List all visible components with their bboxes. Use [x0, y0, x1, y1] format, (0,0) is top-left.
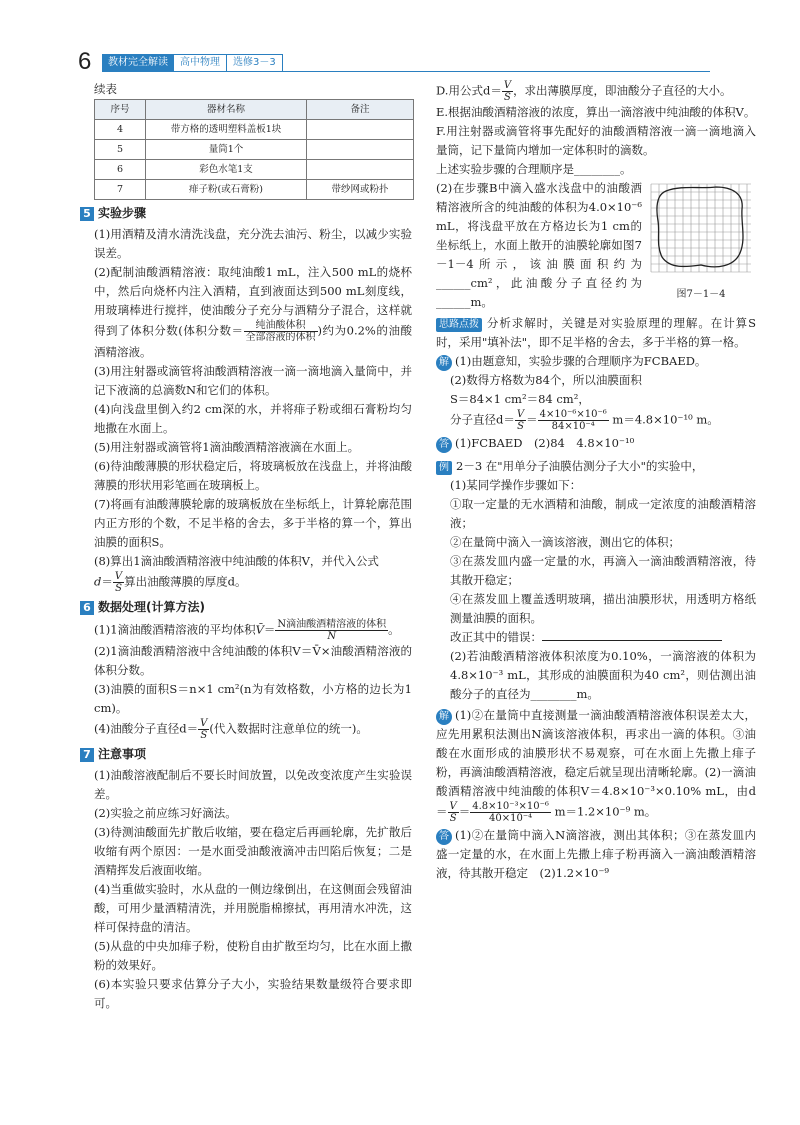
example-correction — [436, 628, 756, 647]
table-cell: 4 — [95, 120, 146, 140]
example-title — [436, 457, 756, 476]
answer-blank — [542, 628, 722, 641]
note-5: (5)从盘的中央加痱子粉，使粉自由扩散至均匀，比在水面上撒粉的效果好。 — [94, 939, 412, 972]
vs-formula: $\frac{V}{S}$ — [516, 409, 525, 432]
step-2-text: (2)配制油酸酒精溶液：取纯油酸1 mL，注入500 mL的烧杯中，然后向烧杯内注入酒精，直到液面达到500 mL刻度线，用玻璃棒进行搅拌，使油酸分子充分与酒精分子混合，这样就得到了体积分数(体积分数＝ — [94, 265, 412, 338]
note-1: (1)油酸溶液配制后不要长时间放置，以免改变浓度产生实验误差。 — [94, 768, 412, 801]
solution-text: (1)由题意知，实验步骤的合理顺序为FCBAED。 — [455, 354, 707, 368]
hint-text: 分析求解时，关键是对实验原理的理解。在计算S时，采用"填补法"，即不足半格的舍去，多于半格的算一格。 — [436, 316, 756, 349]
solution-text-end: m＝1.2×10⁻⁹ m。 — [554, 804, 657, 819]
section-number: 7 — [80, 748, 94, 762]
volume-fraction-formula — [244, 320, 318, 343]
step-1: (1)用酒精及清水清洗浅盘，充分洗去油污、粉尘，以减少实验误差。 — [94, 227, 412, 260]
section-heading-steps — [80, 204, 412, 223]
step-3: (3)用注射器或滴管将油酸酒精溶液一滴一滴地滴入量筒中，并记下液滴的总滴数N和它们的体积。 — [94, 364, 412, 397]
table-row — [95, 120, 414, 140]
example-q2: (2)若油酸酒精溶液体积浓度为0.10%，一滴溶液的体积为4.8×10⁻³ mL，其形成的油膜面积为40 cm²，则估测出油酸分子的直径为________m。 — [450, 649, 756, 701]
option-e: E.根据油酸酒精溶液的浓度，算出一滴溶液中纯油酸的体积V。 — [436, 105, 756, 119]
step-2 — [80, 263, 412, 362]
answer-mark: 答 — [436, 829, 452, 845]
fraction-numerator: N滴油酸酒精溶液的体积 — [277, 619, 387, 630]
step-8-text: (8)算出1滴油酸酒精溶液中纯油酸的体积V，并代入公式 — [94, 554, 379, 568]
solution-text-end: m＝4.8×10⁻¹⁰ m。 — [612, 412, 719, 427]
example-q1: (1)某同学操作步骤如下： — [450, 478, 582, 492]
table-cell: 5 — [95, 140, 146, 160]
data-4-text-end: (代入数据时注意单位的统一)。 — [209, 721, 368, 736]
answer-mark: 答 — [436, 437, 452, 453]
table-cell: 量筒1个 — [146, 140, 307, 160]
vs-formula: $\frac{V}{S}$ — [449, 801, 457, 824]
average-volume-formula — [275, 619, 388, 642]
data-2: (2)1滴油酸酒精溶液中含纯油酸的体积V＝V̄×油酸酒精溶液的体积分数。 — [94, 644, 412, 677]
solution-1-line-4: 分子直径d＝ $\frac{V}{S}$ ＝ $\frac{\text{4×10⁻⁶×10⁻⁶}}{\text{84×10⁻⁴}}$ m＝4.8×10⁻¹⁰ m。 — [450, 409, 719, 432]
solution-mark: 解 — [436, 709, 452, 725]
section-title: 注意事项 — [98, 747, 147, 761]
table-cell: 带纱网或粉扑 — [307, 180, 414, 200]
step-5: (5)用注射器或滴管将1滴油酸酒精溶液滴在水面上。 — [94, 440, 360, 454]
table-header-row — [95, 100, 414, 120]
section-heading-data — [80, 598, 412, 617]
running-header — [102, 54, 283, 72]
fraction-numerator: 4×10⁻⁶×10⁻⁶ — [539, 409, 607, 420]
right-column — [436, 80, 756, 883]
fraction-denominator: 全部溶液的体积 — [245, 332, 316, 343]
example-step-4: ④在蒸发皿上覆盖透明玻璃，描出油膜形状，用透明方格纸测量油膜的面积。 — [450, 592, 756, 625]
note-4: (4)当重做实验时，水从盘的一侧边缘倒出，在这侧面会残留油酸，可用少量酒精清洗，并用脱脂棉擦拭，再用清水冲洗，这样可保持盘的清洁。 — [94, 882, 412, 934]
option-d-text-end: ，求出薄膜厚度，即油酸分子直径的大小。 — [513, 83, 732, 98]
section-title: 数据处理(计算方法) — [98, 600, 205, 614]
solution-2: 解 (1)②在量筒中直接测量一滴油酸酒精溶液体积误差太大，应先用累积法测出N滴该溶液体积，再求出一滴的体积。③油酸在水面形成的油膜形状不易观察，可在水面上先撒上痱子粉，再滴油酸酒精溶液，稳定后就呈现出清晰轮廓。(2)一滴油酸酒精溶液中纯油酸的体积V＝4.8×10⁻³×0.10% mL，由d＝ $\frac{V}{S}$ ＝ $\frac{\text{4.8×10⁻³×10⁻⁶}}{\text{40×10⁻⁴}}$ m＝1.2×10⁻⁹ m。 — [436, 708, 756, 824]
answer-text: (1)FCBAED (2)84 4.8×10⁻¹⁰ — [455, 436, 635, 450]
table-cell: 带方格的透明塑料盖板1块 — [146, 120, 307, 140]
example-step-2: ②在量筒中滴入一滴该溶液，测出它的体积； — [450, 535, 680, 549]
answer-2 — [436, 826, 756, 883]
fraction-denominator: 84×10⁻⁴ — [551, 421, 595, 432]
example-step-1: ①取一定量的无水酒精和油酸，制成一定浓度的油酸酒精溶液； — [450, 497, 756, 530]
data-4-text: (4)油酸分子直径d＝ — [94, 721, 199, 736]
table-cell: 7 — [95, 180, 146, 200]
correction-label: 改正其中的错误： — [450, 630, 542, 644]
solution-mark: 解 — [436, 355, 452, 371]
fraction-numerator: 4.8×10⁻³×10⁻⁶ — [472, 801, 549, 812]
series-label: 教材完全解读 — [103, 55, 173, 71]
note-6: (6)本实验只要求估算分子大小，实验结果数量级符合要求即可。 — [94, 977, 412, 1010]
section-heading-notes — [80, 745, 412, 764]
table-cell: 彩色水笔1支 — [146, 160, 307, 180]
diameter-formula: $\frac{V}{S}$ — [200, 718, 208, 741]
question-2-block — [436, 179, 756, 312]
option-d — [436, 80, 756, 103]
step-7: (7)将画有油酸薄膜轮廓的玻璃板放在坐标纸上，计算轮廓范围内正方形的个数，不足半格的舍去，多于半格的算一个，算出油膜的面积S。 — [94, 497, 412, 549]
diameter-calc-formula — [470, 801, 551, 824]
table-cell — [307, 160, 414, 180]
option-d-text: D.用公式d＝ — [436, 83, 502, 98]
oil-film-figure — [646, 179, 756, 304]
question-2: (2)在步骤B中滴入盛水浅盘中的油酸酒精溶液所含的纯油酸的体积为4.0×10⁻⁶ mL，将浅盘平放在方格边长为1 cm的坐标纸上，水面上散开的油膜轮廓如图7－1－4所示，该油膜面积约为______cm²，此油酸分子直径约为______m。 — [436, 181, 642, 309]
solution-1-line-3: S＝84×1 cm²＝84 cm²， — [450, 392, 590, 406]
table-caption: 续表 — [94, 82, 117, 96]
equipment-table — [94, 99, 414, 200]
table-cell: 痱子粉(或石膏粉) — [146, 180, 307, 200]
step-4: (4)向浅盘里倒入约2 cm深的水，并将痱子粉或细石膏粉均匀地撒在水面上。 — [94, 402, 412, 435]
solution-text: (1)②在量筒中直接测量一滴油酸酒精溶液体积误差太大，应先用累积法测出N滴该溶液体积，再求出一滴的体积。③油酸在水面形成的油膜形状不易观察，可在水面上先撒上痱子粉，再滴油酸酒精溶液，稳定后就呈现出清晰轮廓。(2)一滴油酸酒精溶液中纯油酸的体积V＝4.8×10⁻³×0.10% mL，由d＝ — [436, 708, 756, 819]
grid-diagram — [646, 179, 756, 279]
answer-1 — [436, 434, 756, 453]
table-cell — [307, 140, 414, 160]
solution-1-line-2: (2)数得方格数为84个，所以油膜面积 — [450, 373, 642, 387]
table-header-cell: 器材名称 — [146, 100, 307, 120]
left-column — [80, 80, 412, 1013]
question-1: 上述实验步骤的合理顺序是________。 — [436, 162, 632, 176]
table-header-cell: 备注 — [307, 100, 414, 120]
data-1-text: (1)1滴油酸酒精溶液的平均体积 — [94, 622, 256, 637]
hint-tag: 思路点拨 — [436, 318, 482, 332]
section-number: 6 — [80, 601, 94, 615]
table-header-cell: 序号 — [95, 100, 146, 120]
example-tag: 例 — [436, 461, 452, 475]
page-number: 6 — [78, 48, 92, 75]
fraction-denominator: 40×10⁻⁴ — [489, 813, 533, 824]
option-f: F.用注射器或滴管将事先配好的油酸酒精溶液一滴一滴地滴入量筒，记下量筒内增加一定体积时的滴数。 — [436, 124, 756, 157]
note-3: (3)待测油酸面先扩散后收缩，要在稳定后再画轮廓，先扩散后收缩有两个原因：一是水面受油酸液滴冲击凹陷后恢复；二是酒精挥发后液面收缩。 — [94, 825, 412, 877]
note-2: (2)实验之前应练习好滴法。 — [94, 806, 237, 820]
header-rule — [102, 71, 710, 72]
step-8-text-end: 算出油酸薄膜的厚度d。 — [124, 574, 247, 589]
table-cell — [307, 120, 414, 140]
data-1: (1)1滴油酸酒精溶液的平均体积V̄＝ $\frac{\text{N滴油酸酒精溶液的体积}}{N}$ 。 — [94, 619, 400, 642]
figure-caption: 图7－1－4 — [676, 289, 726, 300]
subject-label: 高中物理 — [173, 55, 226, 71]
hint-block — [436, 314, 756, 352]
section-number: 5 — [80, 207, 94, 221]
table-cell: 6 — [95, 160, 146, 180]
data-3: (3)油膜的面积S＝n×1 cm²(n为有效格数，小方格的边长为1 cm)。 — [94, 682, 412, 715]
solution-1-line-1 — [436, 352, 756, 371]
table-row — [95, 140, 414, 160]
example-title-text: 2－3 在"用单分子油膜估测分子大小"的实验中， — [456, 459, 704, 473]
step-8: (8)算出1滴油酸酒精溶液中纯油酸的体积V，并代入公式 d＝ $\frac{V}{S}$ 算出油酸薄膜的厚度d。 — [94, 554, 379, 594]
table-row — [95, 180, 414, 200]
thickness-formula: $\frac{V}{S}$ — [114, 571, 123, 594]
step-2-text-end: )约为0.2%的油酸酒精溶液。 — [94, 323, 412, 359]
section-title: 实验步骤 — [98, 206, 147, 220]
fraction-numerator: 纯油酸体积 — [244, 320, 318, 332]
example-step-3: ③在蒸发皿内盛一定量的水，再滴入一滴油酸酒精溶液，待其散开稳定； — [450, 554, 756, 587]
data-4 — [80, 718, 412, 741]
volume-label: 选修3－3 — [226, 55, 282, 71]
diameter-formula: $\frac{V}{S}$ — [503, 80, 512, 103]
solution-text: 分子直径d＝ — [450, 412, 515, 427]
table-row — [95, 160, 414, 180]
diameter-calc-formula — [538, 409, 609, 432]
step-6: (6)待油酸薄膜的形状稳定后，将玻璃板放在浅盘上，并将油酸薄膜的形状用彩笔画在玻璃板上。 — [94, 459, 412, 492]
fraction-denominator: N — [327, 631, 337, 642]
answer-text: (1)②在量筒中滴入N滴溶液，测出其体积；③在蒸发皿内盛一定量的水，在水面上先撒上痱子粉再滴入一滴油酸酒精溶液，待其散开稳定 (2)1.2×10⁻⁹ — [436, 828, 756, 880]
